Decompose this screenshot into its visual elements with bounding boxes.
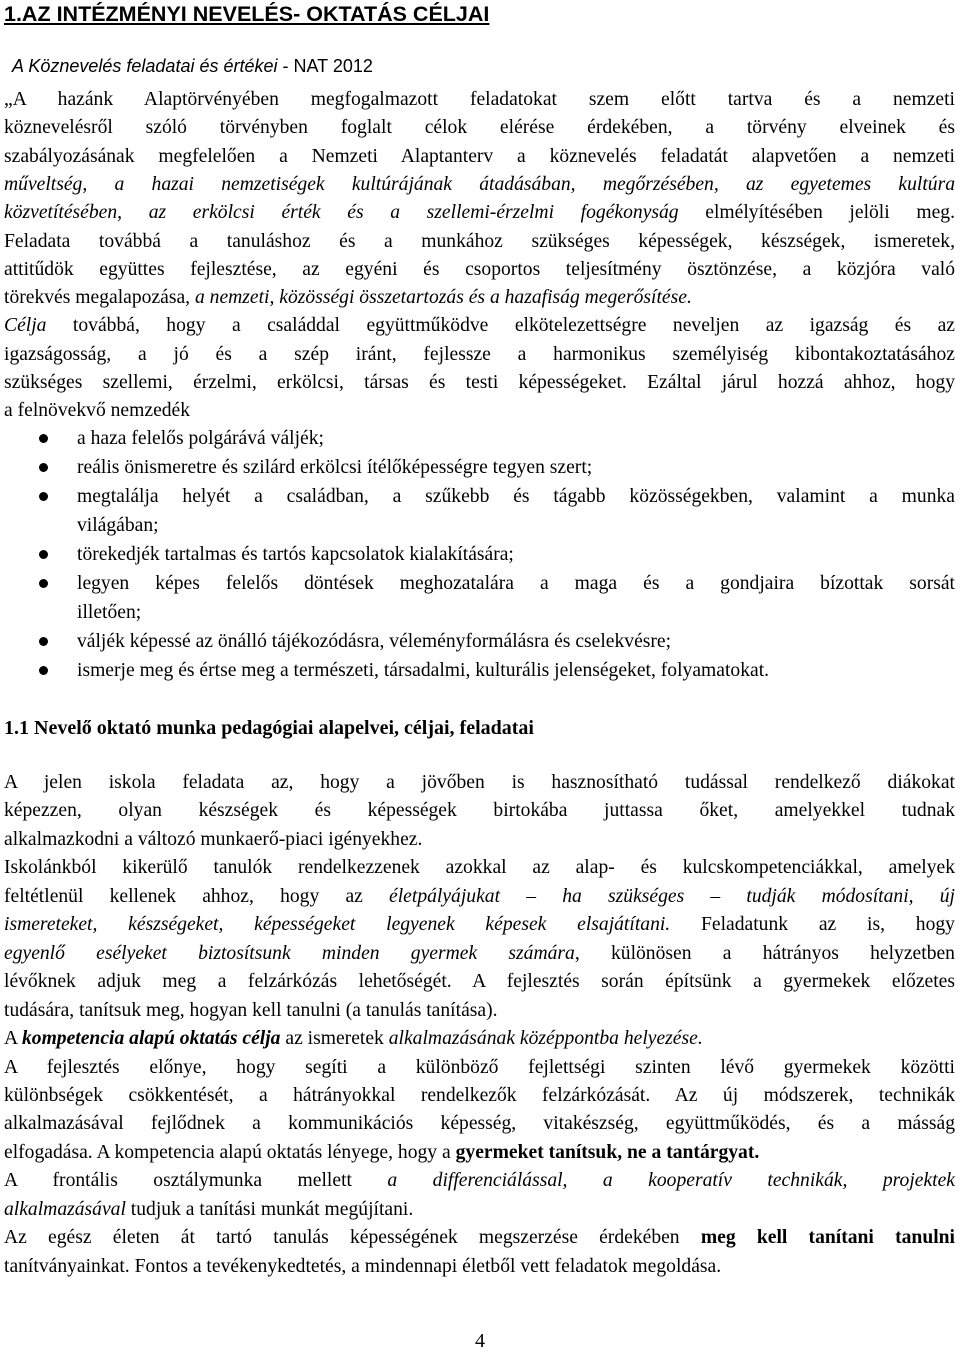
text-run: ismereteket, készségeket, képességeket legyenek képesek elsajátítani. bbox=[4, 914, 671, 936]
intro-line bbox=[4, 340, 955, 369]
bullet-dot-icon bbox=[39, 666, 48, 675]
text-run: elfogadása. A kompetencia alapú oktatás lényege, hogy a bbox=[4, 1141, 456, 1163]
text-run: A frontális osztálymunka mellett bbox=[4, 1170, 388, 1192]
intro-line bbox=[4, 113, 955, 142]
text-run: tudására, tanítsuk meg, hogyan kell tanulni (a tanulás tanítása). bbox=[4, 999, 498, 1021]
body-line bbox=[4, 768, 955, 797]
text-run: lévőknek adjuk meg a felzárkózás lehetőségét. A fejlesztés során építsünk a gyermekek előzetes bbox=[4, 971, 955, 993]
text-run: alkalmazásának középpontba helyezése. bbox=[388, 1028, 703, 1050]
text-run: A jelen iskola feladata az, hogy a jövőben is hasznosítható tudással rendelkező diákokat bbox=[4, 772, 955, 793]
body-line bbox=[4, 1252, 955, 1281]
text-run: Célja bbox=[4, 315, 47, 337]
text-run: köznevelésről szóló törvényben foglalt célok elérése érdekében, a törvény elveinek és bbox=[4, 117, 955, 139]
body-line bbox=[4, 882, 955, 911]
intro-line bbox=[4, 255, 955, 284]
body-line bbox=[4, 1053, 955, 1082]
text-run: Iskolánkból kikerülő tanulók rendelkezzenek azokkal az alap- és kulcskompetenciákkal, amelyek bbox=[4, 857, 955, 879]
bullet-item-text: váljék képessé az önálló tájékozódásra, véleményformálásra és cselekvésre; bbox=[77, 631, 672, 652]
text-run: életpályájukat – ha szükséges – tudják módosítani, új bbox=[389, 885, 955, 907]
text-run: képezzen, olyan készségek és képességek birtokába juttassa őket, amelyekkel tudnak bbox=[4, 800, 955, 822]
body-line bbox=[4, 1109, 955, 1138]
text-run: a differenciálással, a kooperatív technikák, projektek bbox=[387, 1170, 955, 1192]
text-run: A fejlesztés előnye, hogy segíti a különböző fejlettségi szinten lévő gyermekek közötti bbox=[4, 1056, 955, 1078]
text-run: műveltség, a hazai nemzetiségek kultúrájának átadásában, megőrzésében, az egyetemes kultúra bbox=[4, 173, 955, 195]
subtitle-italic: A Köznevelés feladatai és értékei bbox=[12, 56, 278, 76]
intro-line bbox=[4, 170, 955, 199]
text-run: tanítványainkat. Fontos a tevékenykedtetés, a mindennapi életből vett feladatok megoldása. bbox=[4, 1255, 722, 1277]
intro-line bbox=[4, 311, 955, 340]
body-line bbox=[4, 910, 955, 939]
text-run: alkalmazásával bbox=[4, 1198, 126, 1220]
bullet-item-text: megtalálja helyét a családban, a szűkebb és tágabb közösségekben, valamint a munka bbox=[77, 486, 955, 507]
bullet-item-text: a haza felelős polgárává váljék; bbox=[77, 428, 324, 449]
text-run: a nemzeti, közösségi összetartozás és a hazafiság megerősítése. bbox=[194, 287, 692, 309]
text-run: kompetencia alapú oktatás célja bbox=[21, 1028, 281, 1050]
body-line bbox=[4, 1166, 955, 1195]
intro-line bbox=[4, 142, 955, 171]
subtitle-rest: - NAT 2012 bbox=[277, 56, 373, 76]
text-run: a felnövekvő nemzedék bbox=[4, 400, 191, 422]
intro-line bbox=[4, 227, 955, 256]
bullet-dot-icon bbox=[39, 637, 48, 646]
bullet-dot-icon bbox=[39, 434, 48, 443]
body-line bbox=[4, 796, 955, 825]
intro-line bbox=[4, 368, 955, 397]
text-run: feltétlenül kellenek ahhoz, hogy az bbox=[4, 885, 390, 907]
bullet-item-text: világában; bbox=[77, 515, 159, 536]
body-line bbox=[4, 1024, 955, 1053]
bullet-item-text: ismerje meg és értse meg a természeti, társadalmi, kulturális jelenségeket, folyamatokat. bbox=[77, 660, 770, 681]
text-run: alkalmazkodni a változó munkaerő-piaci igényekhez. bbox=[4, 828, 423, 850]
section-heading: 1.1 Nevelő oktató munka pedagógiai alapelvei, céljai, feladatai bbox=[4, 717, 534, 739]
text-run: szabályozásának megfelelően a Nemzeti Alaptanterv a köznevelés feladatát alapvetően a nemzeti bbox=[4, 145, 955, 167]
text-run: tudjuk a tanítási munkát megújítani. bbox=[125, 1198, 414, 1220]
text-run: , különösen a hátrányos helyzetben bbox=[574, 942, 955, 964]
body-line bbox=[4, 853, 955, 882]
body-line bbox=[4, 1223, 955, 1252]
text-run: „A hazánk Alaptörvényében megfogalmazott feladatokat szem előtt tartva és a nemzeti bbox=[4, 89, 955, 110]
chapter-heading: 1.AZ INTÉZMÉNYI NEVELÉS- OKTATÁS CÉLJAI bbox=[4, 2, 490, 26]
bullet-item-text: törekedjék tartalmas és tartós kapcsolatok kialakítására; bbox=[77, 544, 514, 565]
body-line bbox=[4, 1195, 955, 1224]
page-number: 4 bbox=[475, 1330, 485, 1352]
intro-line bbox=[4, 396, 955, 425]
body-line bbox=[4, 967, 955, 996]
text-run: közvetítésében, az erkölcsi érték és a szellemi-érzelmi fogékonyság bbox=[4, 202, 679, 224]
bullet-dot-icon bbox=[39, 579, 48, 588]
body-line bbox=[4, 1081, 955, 1110]
text-run: Az egész életen át tartó tanulás képességének megszerzése érdekében bbox=[4, 1227, 701, 1249]
text-run: meg kell tanítani tanulni bbox=[700, 1227, 955, 1249]
text-run: gyermeket tanítsuk, ne a tantárgyat. bbox=[455, 1141, 760, 1163]
subtitle bbox=[12, 56, 373, 77]
body-line bbox=[4, 939, 955, 968]
text-run: igazságosság, a jó és a szép iránt, fejlessze a harmonikus személyiség kibontakoztatásához bbox=[4, 343, 955, 365]
text-run: elmélyítésében jelöli meg. bbox=[678, 202, 955, 224]
body-line bbox=[4, 1138, 955, 1167]
text-run: szükséges szellemi, érzelmi, erkölcsi, társas és testi képességeket. Ezáltal járul hozzá ahhoz, hogy bbox=[4, 372, 955, 393]
body-line bbox=[4, 996, 955, 1025]
intro-line bbox=[4, 198, 955, 227]
text-run: Feladatunk az is, hogy bbox=[670, 914, 955, 936]
bullet-dot-icon bbox=[39, 492, 48, 501]
intro-line bbox=[4, 283, 955, 312]
intro-line bbox=[4, 85, 955, 114]
text-run: továbbá, hogy a családdal együttműködve elkötelezettségre neveljen az igazság és az bbox=[46, 315, 955, 337]
body-line bbox=[4, 825, 955, 854]
text-run: az ismeretek bbox=[280, 1028, 389, 1050]
bullet-dot-icon bbox=[39, 550, 48, 559]
bullet-item-text: illetően; bbox=[77, 602, 142, 623]
text-run: egyenlő esélyeket biztosítsunk minden gyermek számára bbox=[4, 942, 575, 964]
bullet-item-text: legyen képes felelős döntések meghozatalára a maga és a gondjaira bízottak sorsát bbox=[77, 573, 955, 594]
bullet-dot-icon bbox=[39, 463, 48, 472]
text-run: alkalmazásával fejlődnek a kommunikációs képesség, vitakészség, együttműködés, és a másság bbox=[4, 1113, 955, 1135]
bullet-item-text: reális önismeretre és szilárd erkölcsi ítélőképességre tegyen szert; bbox=[77, 457, 593, 478]
text-run: különbségek csökkentését, a hátrányokkal rendelkezők felzárkózását. Az új módszerek, technikák bbox=[4, 1084, 955, 1106]
text-run: törekvés megalapozása, bbox=[4, 287, 195, 309]
text-run: A bbox=[4, 1028, 22, 1050]
text-run: attitűdök együttes fejlesztése, az egyéni és csoportos teljesítmény ösztönzése, a közjóra való bbox=[4, 258, 955, 280]
text-run: Feladata továbbá a tanuláshoz és a munkához szükséges képességek, készségek, ismeretek, bbox=[4, 230, 955, 252]
